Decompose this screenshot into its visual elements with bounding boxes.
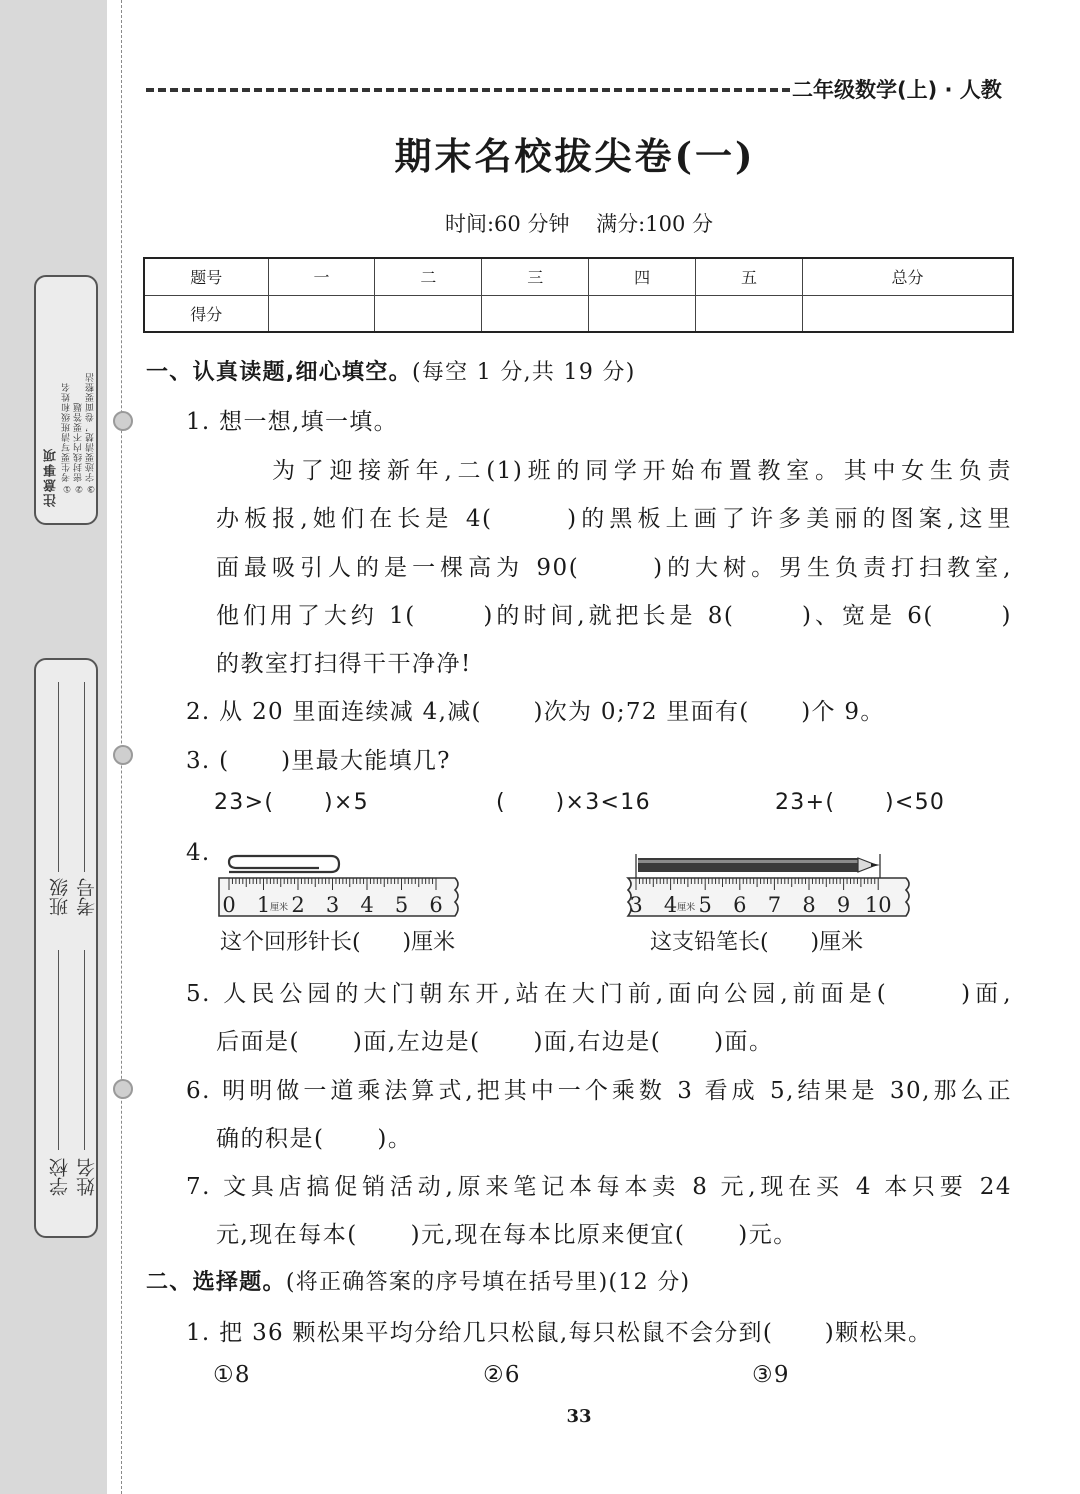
notice-line-3: ③字迹要清楚，卷面要整洁 bbox=[86, 372, 96, 493]
question-1-line: 为了迎接新年,二(1)班的同学开始布置教室。其中女生负责 bbox=[272, 458, 1012, 484]
score-cell[interactable] bbox=[268, 295, 375, 332]
section-title: 一、认真读题,细心填空。 bbox=[146, 360, 412, 385]
notice-line-2: ②密封线内不要答题 bbox=[74, 402, 84, 493]
question-1-line: 面最吸引人的是一棵高为 90( )的大树。男生负责打扫教室, bbox=[216, 555, 1012, 581]
question-3-title: 3. ( )里最大能填几? bbox=[186, 748, 451, 774]
page-number: 33 bbox=[566, 1406, 592, 1427]
question-3-item: 23+( )<50 bbox=[775, 790, 946, 815]
exam-info: 时间:60 分钟 满分:100 分 bbox=[444, 212, 713, 236]
section-2-heading bbox=[146, 1265, 690, 1296]
ruler-tick-label: 2 bbox=[291, 893, 305, 917]
ruler-unit-label: 厘米 bbox=[270, 903, 289, 913]
score-cell[interactable] bbox=[802, 295, 1013, 332]
question-4-label: 4. bbox=[186, 840, 211, 866]
header-cell: 三 bbox=[482, 258, 589, 295]
question-3-item: ( )×3<16 bbox=[496, 790, 651, 815]
ruler-tick-label: 3 bbox=[629, 893, 643, 917]
ruler-tick-label: 10 bbox=[864, 893, 892, 917]
notice-box bbox=[34, 275, 98, 525]
question-1-title: 1. 想一想,填一填。 bbox=[186, 409, 398, 435]
question-5-line: 5. 人民公园的大门朝东开,站在大门前,面向公园,前面是( )面, bbox=[186, 981, 1012, 1007]
option-1[interactable]: ①8 bbox=[213, 1362, 251, 1388]
ruler-tick-label: 1 bbox=[256, 893, 271, 917]
binding-hole-icon bbox=[113, 411, 133, 431]
binding-hole-icon bbox=[113, 1079, 133, 1099]
school-label: 学校 bbox=[49, 1158, 71, 1196]
number-line bbox=[84, 682, 85, 872]
question-1-line: 办板报,她们在长是 4( )的黑板上画了许多美丽的图案,这里 bbox=[216, 506, 1012, 532]
pencil-icon bbox=[636, 854, 880, 878]
score-table-header-row bbox=[144, 258, 1013, 295]
ruler-tick-label: 5 bbox=[698, 893, 712, 917]
header-cell: 四 bbox=[589, 258, 696, 295]
score-table-score-row bbox=[144, 295, 1013, 332]
question-1-line: 的教室打扫得干干净净! bbox=[216, 651, 472, 677]
score-cell[interactable] bbox=[696, 295, 803, 332]
score-row-label: 得分 bbox=[144, 295, 268, 332]
notice-line-1: ①考生要写清班级和姓名 bbox=[62, 382, 72, 493]
score-table bbox=[143, 257, 1014, 333]
notice-title: 注意事项 bbox=[44, 447, 59, 507]
header-cell: 五 bbox=[696, 258, 803, 295]
ruler-tick-label: 4 bbox=[663, 893, 678, 917]
page-title: 期末名校拔尖卷(一) bbox=[394, 134, 756, 178]
option-3[interactable]: ③9 bbox=[752, 1362, 790, 1388]
school-line bbox=[58, 950, 59, 1150]
ruler-tick-label: 5 bbox=[394, 893, 409, 917]
class-label: 班级 bbox=[49, 878, 71, 916]
name-label: 姓名 bbox=[76, 1158, 98, 1196]
paperclip-caption: 这个回形针长( )厘米 bbox=[220, 930, 456, 955]
ruler-unit-label: 厘米 bbox=[677, 903, 696, 913]
ruler-tick-label: 6 bbox=[733, 893, 747, 917]
pencil-ruler-figure bbox=[622, 850, 922, 922]
student-info-box bbox=[34, 658, 98, 1238]
question-2: 2. 从 20 里面连续减 4,减( )次为 0;72 里面有( )个 9。 bbox=[186, 699, 885, 725]
section-title: 二、选择题。 bbox=[146, 1270, 286, 1295]
question-6-line: 6. 明明做一道乘法算式,把其中一个乘数 3 看成 5,结果是 30,那么正 bbox=[186, 1078, 1012, 1104]
series-label: 二年级数学(上) · 人教 bbox=[792, 78, 1002, 102]
score-cell[interactable] bbox=[589, 295, 696, 332]
ruler-tick-label: 6 bbox=[429, 893, 443, 917]
score-cell[interactable] bbox=[375, 295, 482, 332]
question-5-line: 后面是( )面,左边是( )面,右边是( )面。 bbox=[216, 1029, 774, 1055]
question-7-line: 7. 文具店搞促销活动,原来笔记本每本卖 8 元,现在买 4 本只要 24 bbox=[186, 1174, 1012, 1200]
number-label: 考号 bbox=[76, 878, 98, 916]
ruler-tick-label: 0 bbox=[222, 893, 236, 917]
ruler-tick-label: 4 bbox=[360, 893, 374, 917]
header-cell: 总分 bbox=[802, 258, 1013, 295]
ruler-tick-label: 8 bbox=[802, 893, 816, 917]
section-1-heading bbox=[146, 355, 636, 386]
header-cell: 二 bbox=[375, 258, 482, 295]
paperclip-ruler-figure bbox=[215, 850, 465, 922]
option-2[interactable]: ②6 bbox=[483, 1362, 521, 1388]
header-cell: 题号 bbox=[144, 258, 268, 295]
binding-hole-icon bbox=[113, 745, 133, 765]
section-2-question-1: 1. 把 36 颗松果平均分给几只松鼠,每只松鼠不会分到( )颗松果。 bbox=[186, 1320, 933, 1346]
question-3-item: 23>( )×5 bbox=[214, 790, 369, 815]
ruler-tick-label: 3 bbox=[325, 893, 340, 917]
ruler-tick-label: 9 bbox=[836, 893, 851, 917]
header-divider bbox=[146, 88, 790, 92]
paperclip-icon bbox=[229, 856, 339, 872]
question-6-line: 确的积是( )。 bbox=[216, 1126, 413, 1152]
question-7-line: 元,现在每本( )元,现在每本比原来便宜( )元。 bbox=[216, 1222, 798, 1248]
class-line bbox=[58, 682, 59, 872]
question-1-line: 他们用了大约 1( )的时间,就把长是 8( )、宽是 6( ) bbox=[216, 603, 1012, 629]
pencil-caption: 这支铅笔长( )厘米 bbox=[650, 930, 864, 955]
ruler-tick-label: 7 bbox=[767, 893, 782, 917]
section-note: (每空 1 分,共 19 分) bbox=[411, 360, 636, 385]
score-cell[interactable] bbox=[482, 295, 589, 332]
header-cell: 一 bbox=[268, 258, 375, 295]
section-note: (将正确答案的序号填在括号里)(12 分) bbox=[285, 1270, 691, 1295]
name-line bbox=[84, 950, 85, 1150]
